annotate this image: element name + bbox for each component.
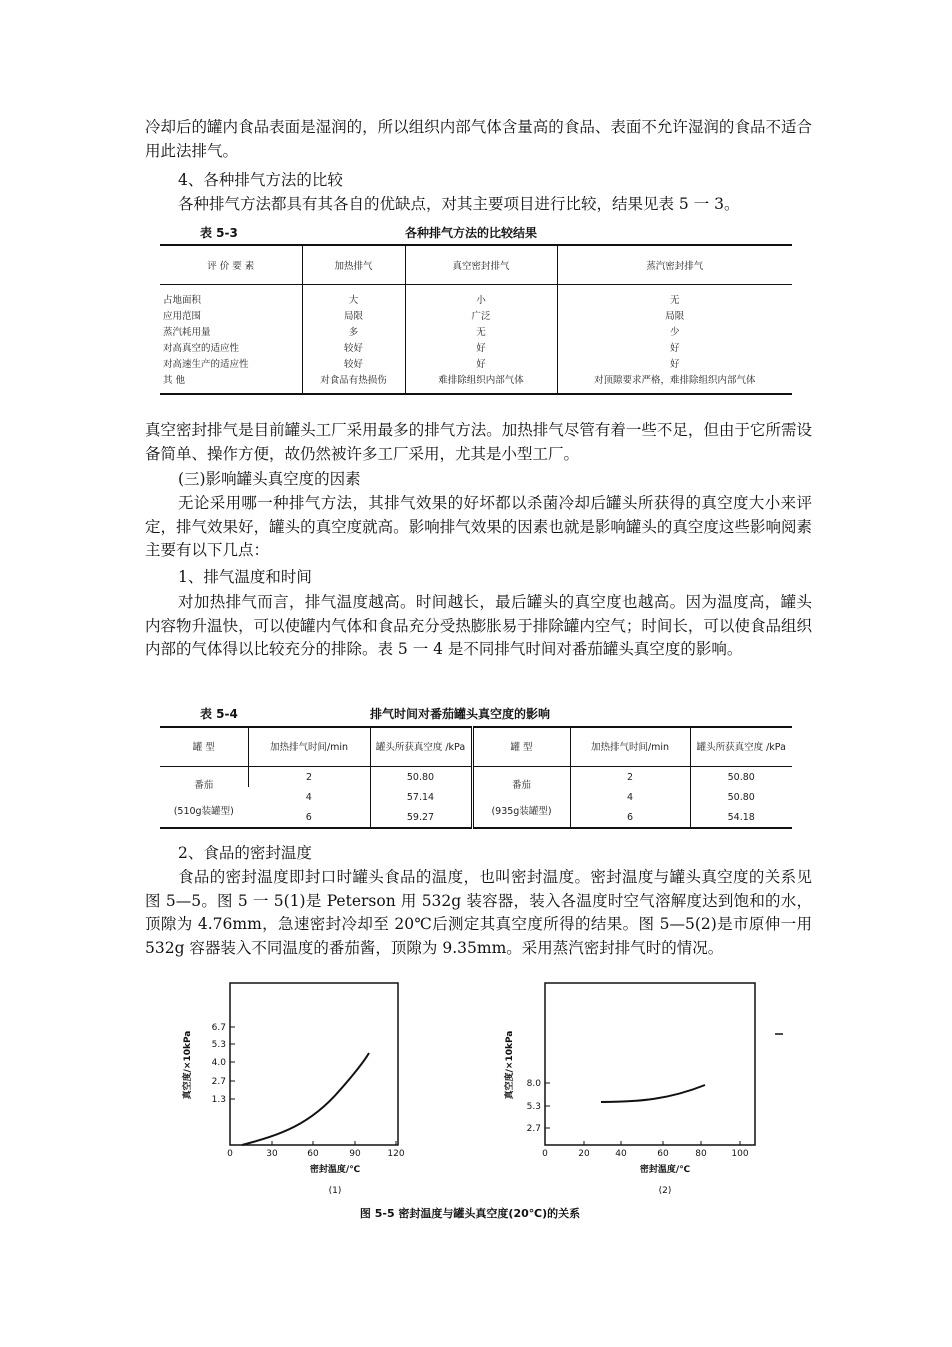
- panel1-frame: [230, 983, 398, 1145]
- table-cell: 少: [557, 323, 792, 339]
- paragraph-intro: 冷却后的罐内食品表面是湿润的，所以组织内部气体含量高的食品、表面不允许湿润的食品不适合用此法排气。: [145, 118, 812, 160]
- table-cell: 应用范围: [163, 311, 202, 322]
- panel2-xtick: 0: [542, 1149, 548, 1159]
- table-cell: 蒸汽耗用量: [163, 327, 211, 338]
- panel1-curve: [242, 1053, 369, 1145]
- table-cell: 2: [248, 767, 370, 788]
- header-cell: 罐 型: [472, 727, 570, 767]
- table-cell: 57.14: [370, 787, 472, 807]
- table-cell: 多: [302, 323, 405, 339]
- can-type-cell: [160, 767, 248, 829]
- header-cell: 加热排气时间/min: [570, 727, 690, 767]
- table-cell: 广泛: [405, 307, 557, 323]
- table-cell: 小: [405, 285, 557, 308]
- table-cell: 较好: [302, 339, 405, 355]
- table-cell: 对食品有热损伤: [302, 371, 405, 394]
- table-cell: 无: [557, 285, 792, 308]
- panel1-ytick: 5.3: [211, 1040, 226, 1050]
- panel2-xtick: 20: [578, 1149, 590, 1159]
- table-5-3-label: 表 5-3: [200, 226, 238, 240]
- figure-caption: 图 5-5 密封温度与罐头真空度(20℃)的关系: [359, 1207, 581, 1220]
- header-cell: 加热排气时间/min: [248, 727, 370, 767]
- header-cell: 罐头所获真空度 /kPa: [370, 727, 472, 767]
- can-type-cell: [472, 767, 570, 829]
- table-cell: 好: [405, 355, 557, 371]
- panel1-ytick: 4.0: [211, 1058, 226, 1068]
- header-cell: 罐 型: [160, 727, 248, 767]
- table-cell: 占地面积: [163, 295, 202, 306]
- panel1-ytick: 6.7: [211, 1023, 226, 1033]
- table-cell: 4: [305, 791, 312, 803]
- table-5-4-title: 排气时间对番茄罐头真空度的影响: [370, 707, 551, 721]
- table-cell: 59.27: [370, 807, 472, 828]
- panel1-xtick: 30: [266, 1149, 278, 1159]
- table-header-row: [160, 245, 792, 285]
- header-cell: 真空密封排气: [405, 245, 557, 285]
- table-cell: 对高真空的适应性: [163, 343, 240, 354]
- table-5-3: [160, 244, 792, 395]
- panel2-frame: [545, 983, 755, 1145]
- panel2-ylabel: 真空度/×10kPa: [505, 1030, 515, 1100]
- table-5-3-title: 各种排气方法的比较结果: [405, 226, 538, 240]
- panel1-xtick: 0: [227, 1149, 233, 1159]
- header-cell: 加热排气: [302, 245, 405, 285]
- heading-2: 2、食品的密封温度: [178, 844, 312, 862]
- paragraph-compare: 各种排气方法都具有其各自的优缺点，对其主要项目进行比较，结果见表 5 一 3。: [178, 195, 740, 213]
- table-cell: 50.80: [690, 787, 792, 807]
- heading-4: 4、各种排气方法的比较: [178, 171, 343, 189]
- panel2-label: (2): [658, 1186, 672, 1196]
- panel2-xtick: 100: [731, 1149, 749, 1159]
- panel1-ylabel: 真空度/×10kPa: [183, 1030, 193, 1100]
- can-type-name: 番茄: [511, 780, 531, 791]
- can-type-size: (935g装罐型): [491, 806, 552, 817]
- paragraph-seal-temp: 食品的密封温度即封口时罐头食品的温度，也叫密封温度。密封温度与罐头真空度的关系见图 5—5。图 5 一 5(1)是 Peterson 用 532g 装容器，装入各温度时空气溶解度达到饱和的水，顶隙为 4.76mm，急速密封冷却至 20℃后测定其真空度所得的结果。图 5—5(2)是市原伸一用 532g 容器装入不同温度的番茄酱，顶隙为 9.35mm。采用蒸汽密封排气时的情况。: [145, 868, 812, 957]
- table-cell: 无: [405, 323, 557, 339]
- table-cell: 好: [557, 339, 792, 355]
- paragraph-factors: 无论采用哪一种排气方法，其排气效果的好坏都以杀菌冷却后罐头所获得的真空度大小来评定，排气效果好，罐头的真空度就高。影响排气效果的因素也就是影响罐头的真空度这些影响阅素主要有以下几点：: [145, 494, 812, 559]
- table-row: [160, 307, 792, 323]
- panel1-xlabel: 密封温度/℃: [309, 1165, 361, 1175]
- table-cell: 6: [570, 807, 690, 828]
- table-cell: 大: [302, 285, 405, 308]
- panel1-xtick: 90: [349, 1149, 361, 1159]
- panel2-ytick: 8.0: [526, 1079, 541, 1089]
- table-row: [160, 285, 792, 308]
- table-row: [160, 339, 792, 355]
- header-cell: 罐头所获真空度 /kPa: [690, 727, 792, 767]
- paragraph-vacuum-seal: 真空密封排气是目前罐头工厂采用最多的排气方法。加热排气尽管有着一些不足，但由于它所需设备简单、操作方便，故仍然被许多工厂采用，尤其是小型工厂。: [145, 421, 812, 463]
- panel2-xtick: 80: [695, 1149, 707, 1159]
- panel2-curve: [601, 1085, 705, 1102]
- table-5-4-label: 表 5-4: [200, 707, 238, 721]
- paragraph-temp-time: 对加热排气而言，排气温度越高。时间越长，最后罐头的真空度也越高。因为温度高，罐头内容物升温快，可以使罐内气体和食品充分受热膨胀易于排除罐内空气；时间长，可以使食品组织内部的气体得以比较充分的排除。表 5 一 4 是不同排气时间对番茄罐头真空度的影响。: [145, 593, 812, 658]
- figure-5-5: [160, 965, 800, 1230]
- table-cell: 好: [405, 339, 557, 355]
- panel1-xtick: 120: [387, 1149, 405, 1159]
- panel2-xlabel: 密封温度/℃: [639, 1165, 691, 1175]
- table-cell: 对顶隙要求严格，难排除组织内部气体: [557, 371, 792, 394]
- table-row: [160, 371, 792, 394]
- table-cell: 局限: [302, 307, 405, 323]
- panel2-ytick: 5.3: [526, 1102, 541, 1112]
- table-cell: 局限: [557, 307, 792, 323]
- header-cell: 评 价 要 素: [160, 245, 302, 285]
- header-cell: 蒸汽密封排气: [557, 245, 792, 285]
- table-cell: 其 他: [163, 375, 186, 386]
- table-row: [160, 355, 792, 371]
- heading-section-3: (三)影响罐头真空度的因素: [178, 470, 361, 488]
- panel2-xtick: 60: [657, 1149, 669, 1159]
- table-row: [160, 767, 792, 788]
- table-cell: 6: [305, 811, 312, 823]
- table-cell: 50.80: [690, 767, 792, 788]
- table-cell: 对高速生产的适应性: [163, 359, 249, 370]
- panel2-xtick: 40: [615, 1149, 627, 1159]
- can-type-size: (510g装罐型): [173, 806, 234, 817]
- table-cell: 50.80: [370, 767, 472, 788]
- table-cell: 难排除组织内部气体: [405, 371, 557, 394]
- table-5-4: [160, 726, 792, 829]
- table-cell: 4: [570, 787, 690, 807]
- table-row: [160, 323, 792, 339]
- table-cell: 54.18: [690, 807, 792, 828]
- table-cell: 较好: [302, 355, 405, 371]
- panel1-ytick: 1.3: [211, 1095, 226, 1105]
- panel1-label: (1): [328, 1186, 342, 1196]
- table-header-row: [160, 727, 792, 767]
- panel1-ytick: 2.7: [211, 1077, 226, 1087]
- can-type-name: 番茄: [194, 780, 214, 791]
- heading-1: 1、排气温度和时间: [178, 568, 312, 586]
- table-cell: 好: [557, 355, 792, 371]
- table-cell: 2: [570, 767, 690, 788]
- panel2-ytick: 2.7: [526, 1124, 541, 1134]
- panel1-xtick: 60: [307, 1149, 319, 1159]
